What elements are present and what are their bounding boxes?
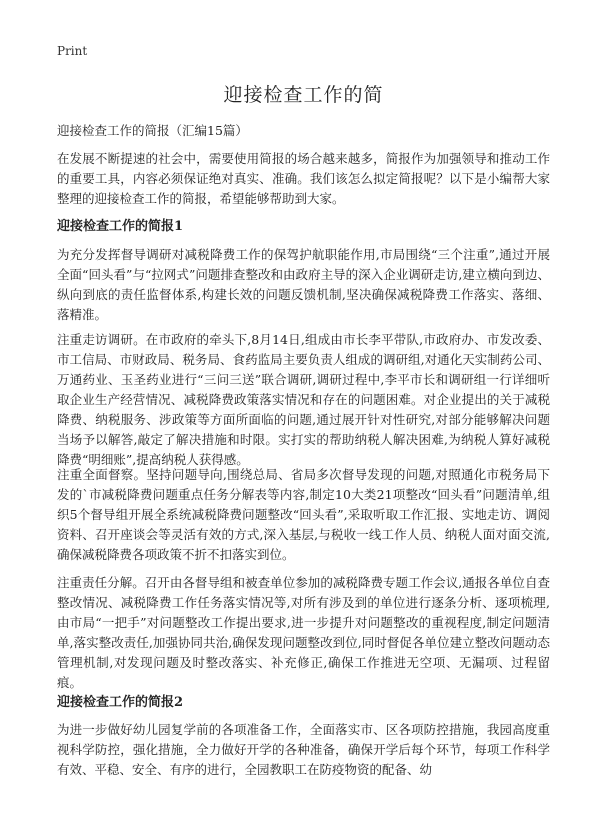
section-1-paragraph-3: 注重全面督察。坚持问题导向,围绕总局、省局多次督导发现的问题,对照通化市税务局下发的`市减税降费问题重点任务分解表等内容,制定10大类21项整改“回头看”问题清单,组织5个督导组开展全系统减税降费问题整改“回头看”,采取听取工作汇报、实地走访、调阅资料、召开座谈会等灵活有效的方式,深入基层,与税收一线工作人员、纳税人面对面交流,确保减税降费各项政策不折不扣落实到位。: [57, 467, 550, 562]
print-link[interactable]: Print: [57, 44, 88, 58]
section-1-paragraph-4: 注重责任分解。召开由各督导组和被查单位参加的减税降费专题工作会议,通报各单位自查整改情况、减税降费工作任务落实情况等,对所有涉及到的单位进行逐条分析、逐项梳理,由市局“一把手”对问题整改工作提出要求,进一步提升对问题整改的重视程度,制定问题清单,落实整改责任,加强协同共治,确保发现问题整改到位,同时督促各单位建立整改问题动态管理机制,对发现问题及时整改落实、补充修正,确保工作推进无空项、无漏项、过程留痕。: [57, 575, 550, 690]
intro-paragraph: 在发展不断提速的社会中，需要使用简报的场合越来越多，简报作为加强领导和推动工作的重要工具，内容必须保证绝对真实、准确。我们该怎么拟定简报呢？以下是小编帮大家整理的迎接检查工作的简报，希望能够帮助到大家。: [57, 151, 550, 206]
section-heading-1: 迎接检查工作的简报1: [57, 219, 184, 234]
section-heading-2: 迎接检查工作的简报2: [57, 695, 184, 710]
document-title: 迎接检查工作的简: [223, 84, 384, 106]
document-subtitle: 迎接检查工作的简报（汇编15篇）: [57, 123, 248, 138]
section-2-paragraph-1: 为进一步做好幼儿园复学前的各项准备工作，全面落实市、区各项防控措施，我园高度重视科学防控，强化措施，全力做好开学的各种准备，确保开学后每个环节，每项工作科学有效、平稳、安全、有序的进行，全园教职工在防疫物资的配备、幼: [57, 722, 550, 777]
section-1-paragraph-2: 注重走访调研。在市政府的牵头下,8月14日,组成由市长李平带队,市政府办、市发改委、市工信局、市财政局、税务局、食药监局主要负责人组成的调研组,对通化天实制药公司、万通药业、玉圣药业进行“三问三送”联合调研,调研过程中,李平市长和调研组一行详细听取企业生产经营情况、减税降费政策落实情况和存在的问题困难。对企业提出的关于减税降费、纳税服务、涉政策等方面所面临的问题,通过展开针对性研究,对部分能够解决问题当场予以解答,敲定了解决措施和时限。实打实的帮助纳税人解决困难,为纳税人算好减税降费“明细账”,提高纳税人获得感。: [57, 332, 550, 467]
section-1-paragraph-1: 为充分发挥督导调研对减税降费工作的保驾护航职能作用,市局围绕“三个注重”,通过开展全面“回头看”与“拉网式”问题排查整改和由政府主导的深入企业调研走访,建立横向到边、纵向到底的责任监督体系,构建长效的问题反馈机制,坚决确保减税降费工作落实、落细、落精准。: [57, 247, 550, 322]
